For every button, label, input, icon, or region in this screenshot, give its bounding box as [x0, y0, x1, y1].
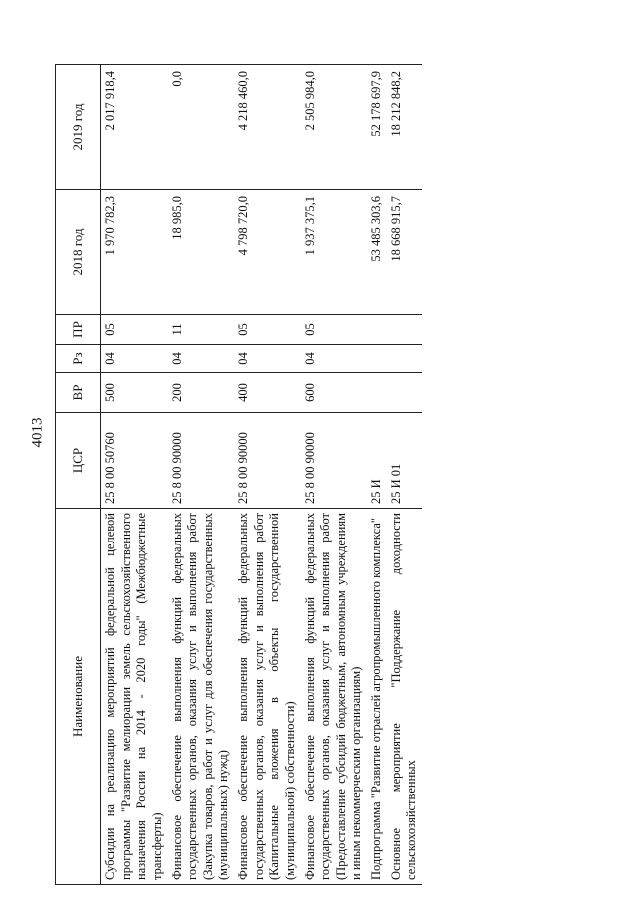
row-2019: 18 212 848,2	[387, 65, 422, 190]
header-rz: Рз	[56, 345, 101, 373]
row-csr: 25 И	[367, 413, 387, 509]
row-name: Финансовое обеспечение выполнения функций федеральных государственных органов, оказания услуг и выполнения работ (Капитальные вложения в объекты государственной (муниципальной) собственности)	[234, 509, 301, 885]
row-vr: 200	[168, 373, 235, 413]
row-2018: 4 798 720,0	[234, 190, 301, 315]
row-csr: 25 8 00 90000	[168, 413, 235, 509]
header-pr: ПР	[56, 315, 101, 345]
row-name: Субсидии на реализацию мероприятий федеральной целевой программы "Развитие мелиорации земель сельскохозяйственного назначения России на 2014 - 2020 годы" (Межбюджетные трансферты)	[101, 509, 168, 885]
row-rz	[367, 345, 387, 373]
row-2018: 18 985,0	[168, 190, 235, 315]
table-row	[234, 65, 301, 885]
table-row	[101, 65, 168, 885]
budget-table-page	[55, 65, 573, 885]
row-csr: 25 И 01	[387, 413, 422, 509]
row-name: Основное мероприятие "Поддержание доходности сельскохозяйственных	[387, 509, 422, 885]
header-2019: 2019 год	[56, 65, 101, 190]
row-pr: 11	[168, 315, 235, 345]
row-2019: 0,0	[168, 65, 235, 190]
row-vr	[387, 373, 422, 413]
row-vr: 400	[234, 373, 301, 413]
row-2018: 1 937 375,1	[301, 190, 368, 315]
header-vr: ВР	[56, 373, 101, 413]
row-rz: 04	[101, 345, 168, 373]
header-row	[56, 65, 101, 885]
row-csr: 25 8 00 50760	[101, 413, 168, 509]
table-row	[168, 65, 235, 885]
table-row	[367, 65, 387, 885]
table-row	[387, 65, 422, 885]
row-2018: 18 668 915,7	[387, 190, 422, 315]
header-2018: 2018 год	[56, 190, 101, 315]
row-name: Финансовое обеспечение выполнения функций федеральных государственных органов, оказания услуг и выполнения работ (Закупка товаров, работ и услуг для обеспечения государственных (муниципальных) нужд)	[168, 509, 235, 885]
row-2019: 2 017 918,4	[101, 65, 168, 190]
row-pr: 05	[101, 315, 168, 345]
row-2019: 4 218 460,0	[234, 65, 301, 190]
row-pr	[367, 315, 387, 345]
header-csr: ЦСР	[56, 413, 101, 509]
row-2018: 53 485 303,6	[367, 190, 387, 315]
header-name: Наименование	[56, 509, 101, 885]
row-2019: 2 505 984,0	[301, 65, 368, 190]
page-number: 4013	[29, 417, 46, 448]
row-csr: 25 8 00 90000	[301, 413, 368, 509]
row-pr	[387, 315, 422, 345]
row-vr: 600	[301, 373, 368, 413]
row-2019: 52 178 697,9	[367, 65, 387, 190]
row-vr: 500	[101, 373, 168, 413]
row-name: Финансовое обеспечение выполнения функций федеральных государственных органов, оказания услуг и выполнения работ (Предоставление субсидий бюджетным, автономным учреждениям и иным некоммерческим организациям)	[301, 509, 368, 885]
row-rz: 04	[301, 345, 368, 373]
row-csr: 25 8 00 90000	[234, 413, 301, 509]
row-rz: 04	[234, 345, 301, 373]
table-row	[301, 65, 368, 885]
row-pr: 05	[234, 315, 301, 345]
row-rz: 04	[168, 345, 235, 373]
row-pr: 05	[301, 315, 368, 345]
row-rz	[387, 345, 422, 373]
row-vr	[367, 373, 387, 413]
row-name: Подпрограмма "Развитие отраслей агропромышленного комплекса"	[367, 509, 387, 885]
row-2018: 1 970 782,3	[101, 190, 168, 315]
budget-table	[55, 64, 422, 885]
